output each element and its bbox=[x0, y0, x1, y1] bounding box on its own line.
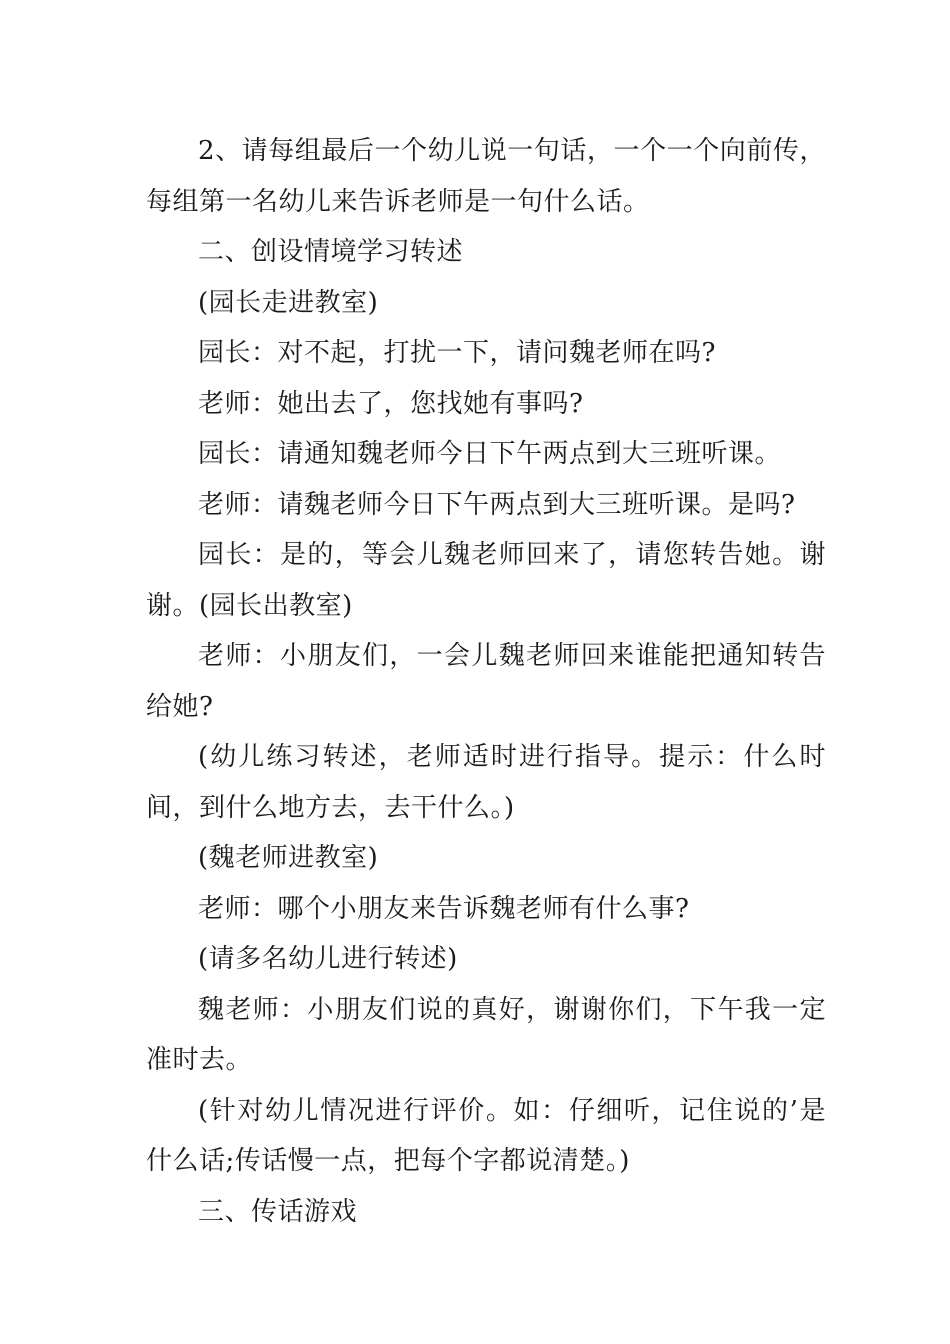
dialogue-line: 魏老师：小朋友们说的真好，谢谢你们，下午我一定准时去。 bbox=[146, 994, 826, 1075]
dialogue-line: 老师：哪个小朋友来告诉魏老师有什么事? bbox=[198, 893, 690, 924]
stage-direction: (针对幼儿情况进行评价。如：仔细听，记住说的’是什么话;传话慢一点，把每个字都说清楚。) bbox=[146, 1095, 826, 1176]
dialogue-line: 老师：小朋友们，一会儿魏老师回来谁能把通知转告给她? bbox=[146, 641, 826, 722]
dialogue-line: 老师：请魏老师今日下午两点到大三班听课。是吗? bbox=[198, 489, 796, 520]
section-heading-2: 二、创设情境学习转述 bbox=[198, 237, 464, 267]
document-body bbox=[146, 126, 826, 1237]
dialogue-line: 园长：对不起，打扰一下，请问魏老师在吗? bbox=[198, 338, 716, 368]
section-heading-3: 三、传话游戏 bbox=[198, 1196, 358, 1227]
stage-direction: (请多名幼儿进行转述) bbox=[198, 944, 458, 974]
stage-direction: (魏老师进教室) bbox=[198, 843, 379, 873]
dialogue-line: 园长：是的，等会儿魏老师回来了，请您转告她。谢谢。(园长出教室) bbox=[146, 540, 826, 621]
dialogue-line: 园长：请通知魏老师今日下午两点到大三班听课。 bbox=[198, 439, 782, 469]
stage-direction: (幼儿练习转述，老师适时进行指导。提示：什么时间，到什么地方去，去干什么。) bbox=[146, 742, 826, 823]
dialogue-line: 老师：她出去了，您找她有事吗? bbox=[198, 388, 584, 419]
stage-direction: (园长走进教室) bbox=[198, 287, 379, 318]
paragraph-instruction-2: 2、请每组最后一个幼儿说一句话，一个一个向前传，每组第一名幼儿来告诉老师是一句什么话。 bbox=[146, 136, 826, 217]
